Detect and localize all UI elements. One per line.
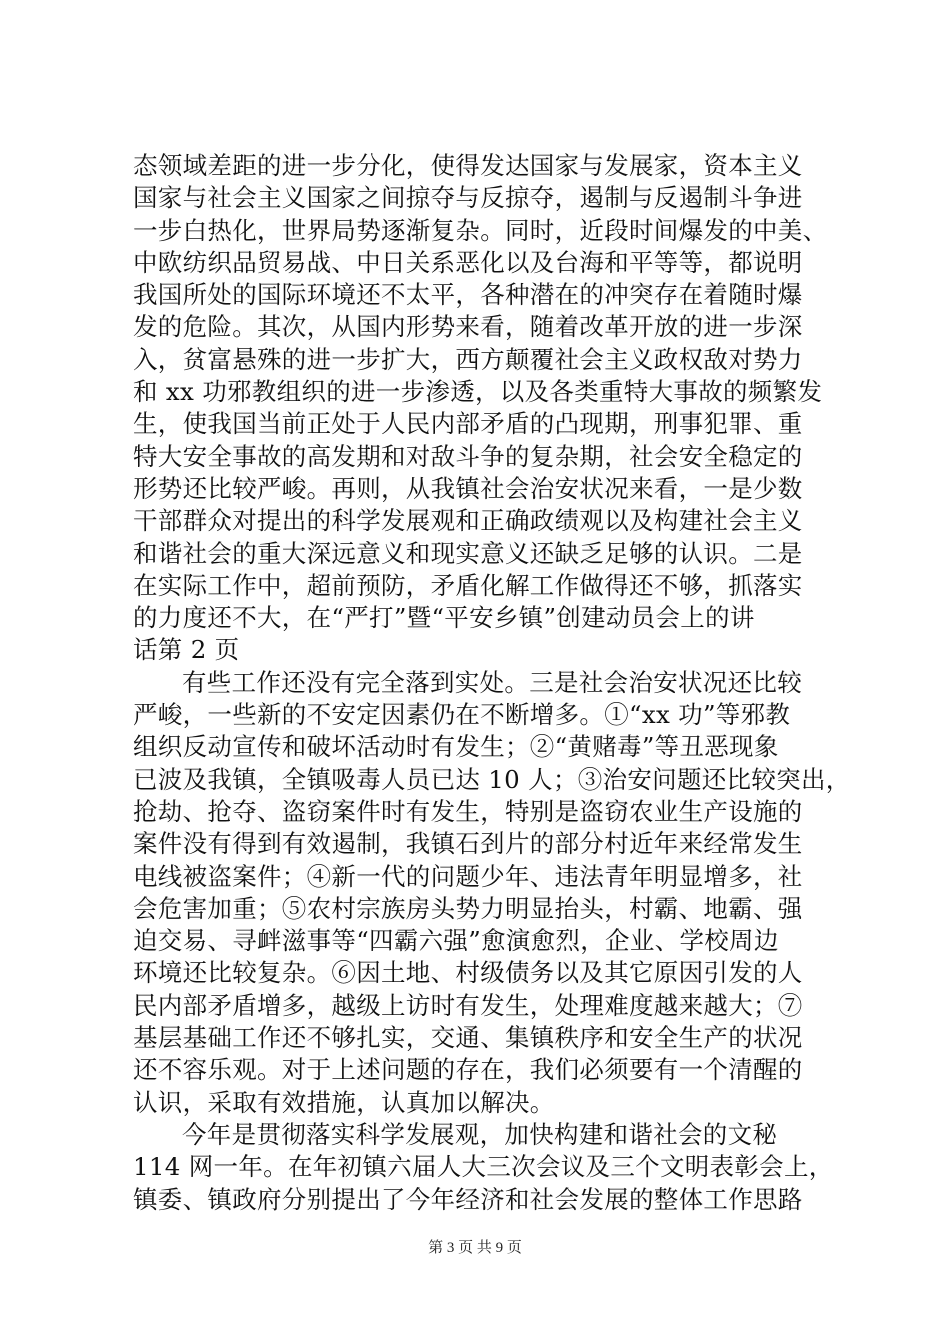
text-line: 入，贫富悬殊的进一步扩大，西方颠覆社会主义政权敌对势力: [133, 344, 803, 374]
body-text: [133, 150, 851, 1216]
text-line: 镇委、镇政府分别提出了今年经济和社会发展的整体工作思路: [133, 1184, 803, 1214]
text-line: 组织反动宣传和破坏活动时有发生；②“黄赌毒”等丑恶现象: [133, 732, 779, 762]
text-line: 会危害加重；⑤农村宗族房头势力明显抬头，村霸、地霸、强: [133, 893, 803, 923]
text-line: 话第 2 页: [133, 635, 240, 665]
text-line: 我国所处的国际环境还不太平，各种潜在的冲突存在着随时爆: [133, 280, 803, 310]
paragraph-start-line: 有些工作还没有完全落到实处。三是社会治安状况还比较: [182, 667, 802, 697]
text-line: 的力度还不大，在“严打”暨“平安乡镇”创建动员会上的讲: [133, 603, 755, 633]
text-line: 114 网一年。在年初镇六届人大三次会议及三个文明表彰会上，: [133, 1152, 834, 1182]
text-line: 态领域差距的进一步分化，使得发达国家与发展家，资本主义: [133, 151, 803, 180]
text-line: 已波及我镇，全镇吸毒人员已达 10 人；③治安问题还比较突出，: [133, 764, 851, 794]
text-line: 生，使我国当前正处于人民内部矛盾的凸现期，刑事犯罪、重: [133, 409, 803, 439]
text-line: 国家与社会主义国家之间掠夺与反掠夺，遏制与反遏制斗争进: [133, 183, 803, 213]
text-line: 干部群众对提出的科学发展观和正确政绩观以及构建社会主义: [133, 506, 803, 536]
text-line: 发的危险。其次，从国内形势来看，随着改革开放的进一步深: [133, 312, 803, 342]
text-line: 特大安全事故的高发期和对敌斗争的复杂期，社会安全稳定的: [133, 441, 803, 471]
text-line: 一步白热化，世界局势逐渐复杂。同时，近段时间爆发的中美、: [133, 215, 828, 245]
text-line: 迫交易、寻衅滋事等“四霸六强”愈演愈烈，企业、学校周边: [133, 926, 779, 956]
text-line: 中欧纺织品贸易战、中日关系恶化以及台海和平等等，都说明: [133, 247, 803, 277]
text-line: 严峻，一些新的不安定因素仍在不断增多。①“xx 功”等邪教: [133, 700, 791, 730]
text-line: 还不容乐观。对于上述问题的存在，我们必须要有一个清醒的: [133, 1055, 803, 1085]
text-line: 形势还比较严峻。再则，从我镇社会治安状况来看，一是少数: [133, 473, 803, 503]
paragraph-start-line: 今年是贯彻落实科学发展观，加快构建和谐社会的文秘: [182, 1119, 778, 1149]
text-line: 民内部矛盾增多，越级上访时有发生，处理难度越来越大；⑦: [133, 990, 803, 1020]
text-line: 电线被盗案件；④新一代的问题少年、违法青年明显增多，社: [133, 861, 803, 891]
text-line: 基层基础工作还不够扎实，交通、集镇秩序和安全生产的状况: [133, 1023, 803, 1053]
page-footer: 第 3 页 共 9 页: [428, 1240, 522, 1256]
text-line: 环境还比较复杂。⑥因土地、村级债务以及其它原因引发的人: [133, 958, 803, 988]
text-line: 在实际工作中，超前预防，矛盾化解工作做得还不够，抓落实: [133, 570, 803, 600]
text-line: 和 xx 功邪教组织的进一步渗透，以及各类重特大事故的频繁发: [133, 377, 823, 407]
text-line: 案件没有得到有效遏制，我镇石刭片的部分村近年来经常发生: [133, 829, 803, 859]
text-line: 和谐社会的重大深远意义和现实意义还缺乏足够的认识。二是: [133, 538, 803, 568]
text-line: 认识，采取有效措施，认真加以解决。: [133, 1087, 555, 1117]
text-line: 抢劫、抢夺、盗窃案件时有发生，特别是盗窃农业生产设施的: [133, 796, 803, 826]
